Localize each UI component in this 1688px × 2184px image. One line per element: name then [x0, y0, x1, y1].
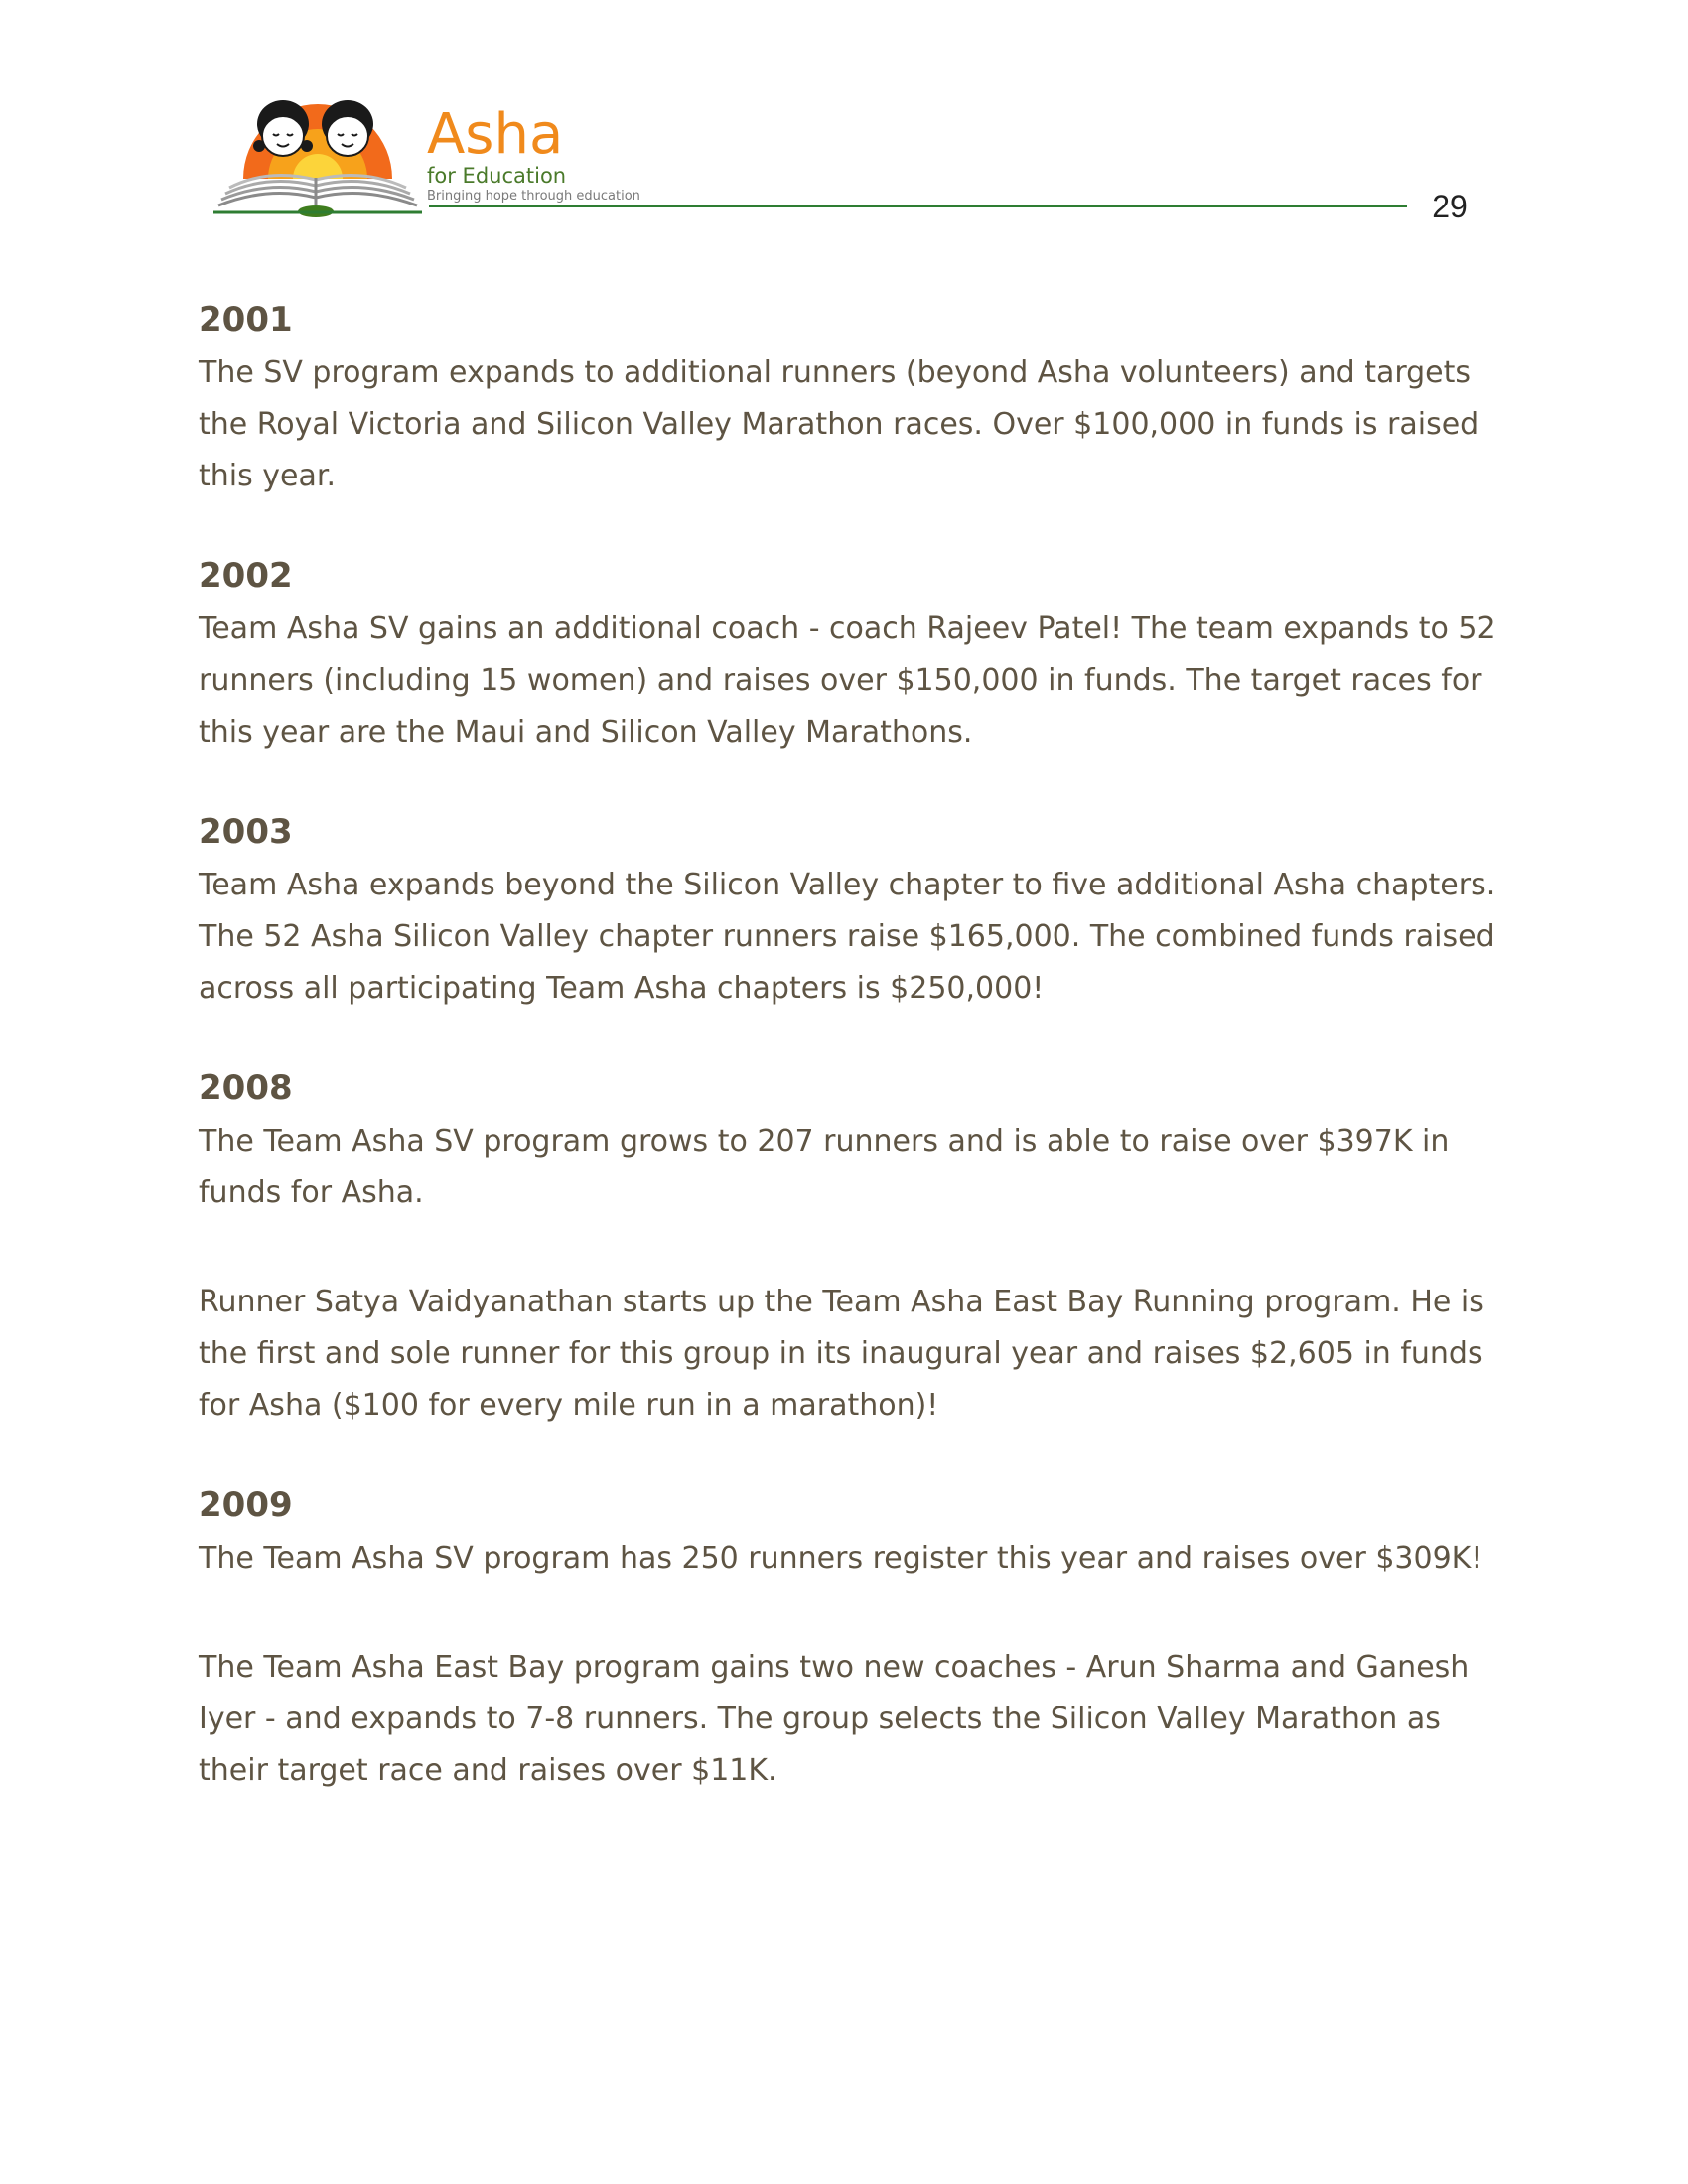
timeline-section — [199, 1483, 1499, 1797]
timeline-section — [199, 810, 1499, 1015]
year-heading: 2003 — [199, 812, 293, 852]
paragraph: The Team Asha SV program grows to 207 runners and is able to raise over $397K in funds for Asha. — [199, 1124, 1450, 1210]
year-heading: 2001 — [199, 300, 293, 340]
timeline-section — [199, 298, 1499, 502]
page-header — [0, 0, 1688, 258]
paragraph: Team Asha SV gains an additional coach - coach Rajeev Patel! The team expands to 52 runners (including 15 women) and raises over $150,000 in funds. The target races for this year are the Maui and Silicon Valley Marathons. — [199, 612, 1496, 750]
year-heading: 2009 — [199, 1485, 293, 1525]
paragraph: Runner Satya Vaidyanathan starts up the Team Asha East Bay Running program. He is the first and sole runner for this group in its inaugural year and raises $2,605 in funds for Asha ($100 for every mile run in a marathon)! — [199, 1285, 1484, 1423]
brand-name: Asha — [427, 102, 564, 167]
paragraph: The Team Asha SV program has 250 runners register this year and raises over $309K! — [199, 1541, 1483, 1575]
year-heading: 2002 — [199, 556, 293, 596]
timeline-section — [199, 554, 1499, 758]
header-rule — [429, 205, 1407, 207]
page-number: 29 — [1432, 189, 1468, 224]
paragraph: The SV program expands to additional runners (beyond Asha volunteers) and targets the Royal Victoria and Silicon Valley Marathon races. Over $100,000 in funds is raised this year. — [199, 355, 1479, 493]
page-content — [199, 298, 1499, 1797]
paragraph: The Team Asha East Bay program gains two new coaches - Arun Sharma and Ganesh Iyer - and expands to 7-8 runners. The group selects the Silicon Valley Marathon as their target race and raises over $11K. — [199, 1650, 1470, 1788]
year-heading: 2008 — [199, 1068, 293, 1108]
asha-logo-icon — [213, 94, 422, 218]
brand-tagline: Bringing hope through education — [427, 189, 640, 204]
timeline-section — [199, 1066, 1499, 1432]
brand-block — [427, 102, 640, 204]
paragraph: Team Asha expands beyond the Silicon Valley chapter to five additional Asha chapters. The 52 Asha Silicon Valley chapter runners raise $165,000. The combined funds raised across all participating Team Asha chapters is $250,000! — [199, 868, 1496, 1006]
brand-subtitle: for Education — [427, 164, 567, 188]
